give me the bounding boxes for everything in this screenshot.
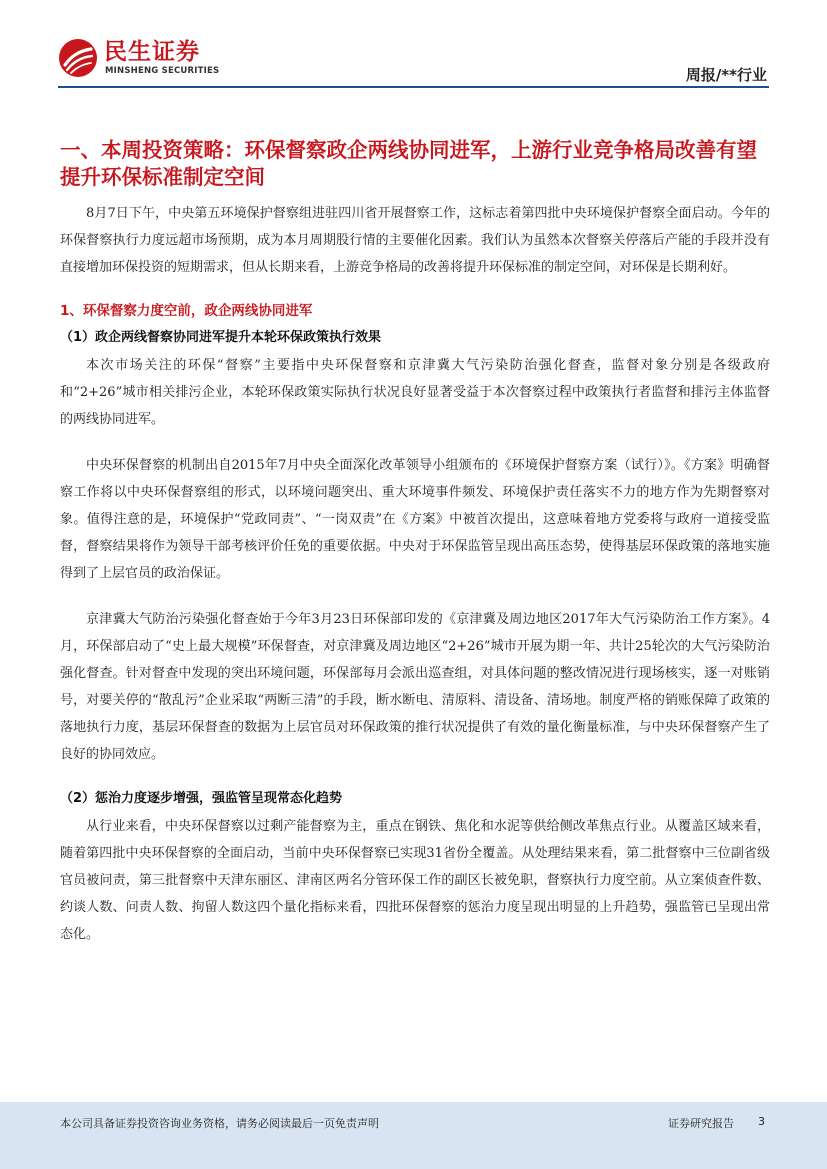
company-logo <box>58 38 298 82</box>
disclaimer-notice: 本公司具备证券投资咨询业务资格，请务必阅读最后一页免责声明 <box>60 1117 379 1130</box>
subsection-heading-2: （2）惩治力度逐步增强，强监管呈现常态化趋势 <box>60 791 343 806</box>
logo-text-cn: 民生证券 <box>104 39 200 65</box>
logo-text-en: MINSHENG SECURITIES <box>105 66 220 76</box>
paragraph: 京津冀大气防治污染强化督查始于今年3月23日环保部印发的《京津冀及周边地区2017年大气污染防治工作方案》。4月，环保部启动了“史上最大规模”环保督查，对京津冀及周边地区“2+26”城市开展为期一年、共计25轮次的大气污染防治强化督查。针对督查中发现的突出环境问题，环保部每月会派出巡查组，对具体问题的整改情况进行现场核实，逐一对账销号，对要关停的“散乱污”企业采取“两断三清”的手段，断水断电、清原料、清设备、清场地。制度严格的销账保障了政策的落地执行力度，基层环保督查的数据为上层官员对环保政策的推行状况提供了有效的量化衡量标准，与中央环保督察产生了良好的协同效应。 <box>60 612 770 762</box>
section-heading: 1、环保督察力度空前，政企两线协同进军 <box>60 303 313 319</box>
report-type-tag: 周报/**行业 <box>685 66 767 84</box>
page-header <box>0 0 827 92</box>
minsheng-logo-icon <box>58 38 98 78</box>
page-number: 3 <box>758 1115 765 1128</box>
article-body <box>60 200 770 967</box>
page-footer <box>0 1102 827 1169</box>
header-divider <box>58 86 769 88</box>
page-title: 一、本周投资策略：环保督察政企两线协同进军，上游行业竞争格局改善有望提升环保标准制定空间 <box>60 138 757 189</box>
intro-paragraph: 8月7日下午，中央第五环境保护督察组进驻四川省开展督察工作，这标志着第四批中央环境保护督察全面启动。今年的环保督察执行力度远超市场预期，成为本月周期股行情的主要催化因素。我们认为虽然本次督察关停落后产能的手段并没有直接增加环保投资的短期需求，但从长期来看，上游竞争格局的改善将提升环保标准的制定空间，对环保是长期利好。 <box>60 206 770 275</box>
paragraph: 从行业来看，中央环保督察以过剩产能督察为主，重点在钢铁、焦化和水泥等供给侧改革焦点行业。从覆盖区域来看，随着第四批中央环保督察的全面启动，当前中央环保督察已实现31省份全覆盖。从处理结果来看，第二批督察中三位副省级官员被问责，第三批督察中天津东丽区、津南区两名分管环保工作的副区长被免职，督察执行力度空前。从立案侦查件数、约谈人数、问责人数、拘留人数这四个量化指标来看，四批环保督察的惩治力度呈现出明显的上升趋势，强监管已呈现出常态化。 <box>60 819 770 942</box>
paragraph: 中央环保督察的机制出自2015年7月中央全面深化改革领导小组颁布的《环境保护督察方案（试行）》。《方案》明确督察工作将以中央环保督察组的形式，以环境问题突出、重大环境事件频发、环境保护责任落实不力的地方作为先期督察对象。值得注意的是，环境保护“党政同责”、“一岗双责”在《方案》中被首次提出，这意味着地方党委将与政府一道接受监督，督察结果将作为领导干部考核评价任免的重要依据。中央对于环保监管呈现出高压态势，使得基层环保政策的落地实施得到了上层官员的政治保证。 <box>60 458 770 581</box>
document-type-label: 证券研究报告 <box>668 1117 734 1130</box>
paragraph: 本次市场关注的环保“督察”主要指中央环保督察和京津冀大气污染防治强化督查，监督对象分别是各级政府和“2+26”城市相关排污企业，本轮环保政策实际执行状况良好显著受益于本次督察过程中政策执行者监督和排污主体监督的两线协同进军。 <box>60 358 770 427</box>
subsection-heading-1: （1）政企两线督察协同进军提升本轮环保政策执行效果 <box>60 330 382 345</box>
